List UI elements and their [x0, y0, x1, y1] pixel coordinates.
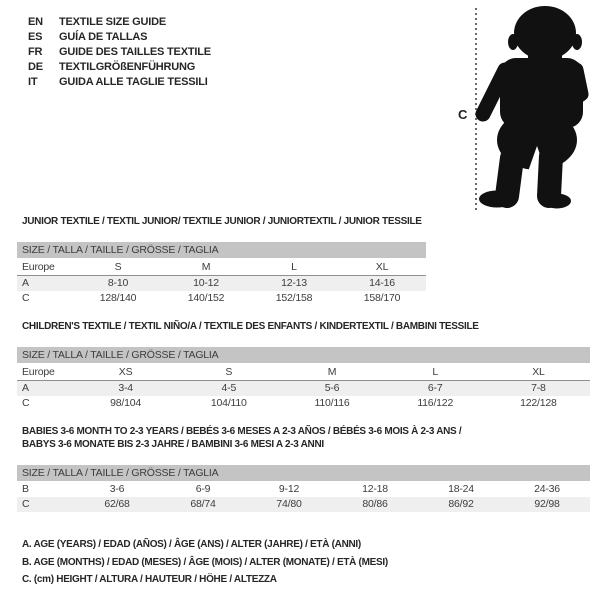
table-cell: 62/68 — [104, 498, 130, 510]
table-title-line: JUNIOR TEXTILE / TEXTIL JUNIOR/ TEXTILE JUNIOR / JUNIORTEXTIL / JUNIOR TESSILE — [22, 216, 422, 227]
table-row — [17, 259, 426, 276]
language-title: GUIDA ALLE TAGLIE TESSILI — [59, 76, 208, 88]
size-header-bar: SIZE / TALLA / TAILLE / GRÖSSE / TAGLIA — [17, 347, 590, 363]
height-measure-label: C — [458, 107, 468, 122]
table-row — [17, 291, 426, 306]
row-label: C — [22, 292, 30, 304]
size-header-bar: SIZE / TALLA / TAILLE / GRÖSSE / TAGLIA — [17, 242, 426, 258]
language-code: FR — [28, 46, 43, 58]
table-cell: 116/122 — [417, 397, 454, 409]
baby-silhouette-icon — [450, 0, 600, 215]
table-cell: 12-18 — [362, 483, 388, 495]
section-babies — [17, 425, 590, 512]
table-cell: 158/170 — [363, 292, 401, 304]
table-cell: XS — [118, 366, 133, 378]
language-row — [28, 30, 211, 45]
table-cell: 110/116 — [314, 397, 350, 409]
table-cell: 152/158 — [275, 292, 313, 304]
table-row — [17, 396, 590, 411]
language-list — [28, 15, 211, 90]
language-row — [28, 45, 211, 60]
row-label: Europe — [22, 366, 55, 378]
babies-table-title — [17, 425, 590, 451]
junior-table-title — [17, 215, 426, 228]
language-title: TEXTILGRÖßENFÜHRUNG — [59, 61, 196, 73]
table-cell: L — [432, 366, 439, 378]
table-cell: 4-5 — [221, 382, 237, 394]
row-label: C — [22, 498, 30, 510]
table-row — [17, 497, 590, 512]
language-code: EN — [28, 16, 43, 28]
language-row — [28, 15, 211, 30]
babies-table — [17, 465, 590, 512]
table-cell: 140/152 — [187, 292, 225, 304]
table-title-line: BABYS 3-6 MONATE BIS 2-3 JAHRE / BAMBINI 3-6 MESI A 2-3 ANNI — [22, 439, 324, 450]
legend — [22, 536, 388, 589]
row-label: A — [22, 277, 29, 289]
table-row — [17, 381, 590, 396]
language-title: TEXTILE SIZE GUIDE — [59, 16, 167, 28]
table-cell: 98/104 — [110, 397, 142, 409]
size-header-bar: SIZE / TALLA / TAILLE / GRÖSSE / TAGLIA — [17, 465, 590, 481]
table-cell: 14-16 — [369, 277, 395, 289]
table-cell: 24-36 — [534, 483, 560, 495]
table-cell: S — [225, 366, 233, 378]
row-label: B — [22, 483, 29, 495]
language-title: GUIDE DES TAILLES TEXTILE — [59, 46, 211, 58]
figure-area — [450, 0, 600, 215]
language-row — [28, 60, 211, 75]
table-cell: 122/128 — [520, 397, 557, 409]
table-cell: 9-12 — [278, 483, 300, 495]
row-label: A — [22, 382, 29, 394]
table-cell: 74/80 — [276, 498, 302, 510]
language-row — [28, 75, 211, 90]
table-cell: 3-6 — [109, 483, 125, 495]
table-cell: 128/140 — [99, 292, 137, 304]
language-code: ES — [28, 31, 43, 43]
section-junior — [17, 215, 426, 306]
table-cell: 104/110 — [210, 397, 247, 409]
table-title-line: CHILDREN'S TEXTILE / TEXTIL NIÑO/A / TEXTILE DES ENFANTS / KINDERTEXTIL / BAMBINI TESSILE — [22, 321, 479, 332]
language-title: GUÍA DE TALLAS — [59, 31, 148, 43]
row-label: Europe — [22, 261, 55, 273]
legend-line: A. AGE (YEARS) / EDAD (AÑOS) / ÂGE (ANS) / ALTER (JAHRE) / ETÀ (ANNI) — [22, 539, 361, 550]
table-cell: XL — [375, 261, 389, 273]
table-cell: 12-13 — [281, 277, 307, 289]
table-cell: 3-4 — [118, 382, 133, 394]
table-row — [17, 482, 590, 497]
table-cell: 92/98 — [534, 498, 560, 510]
table-cell: 7-8 — [531, 382, 546, 394]
legend-line: C. (cm) HEIGHT / ALTURA / HAUTEUR / HÖHE / ALTEZZA — [22, 574, 277, 585]
table-cell: 6-7 — [427, 382, 443, 394]
table-cell: L — [291, 261, 297, 273]
table-cell: S — [114, 261, 122, 273]
language-code: IT — [28, 76, 38, 88]
baby-silhouette-shape — [479, 6, 583, 209]
table-row — [17, 276, 426, 291]
section-children — [17, 320, 590, 411]
table-cell: 8-10 — [107, 277, 129, 289]
table-cell: 6-9 — [195, 483, 211, 495]
row-label: C — [22, 397, 30, 409]
junior-table — [17, 242, 426, 306]
table-cell: 68/74 — [190, 498, 216, 510]
legend-line: B. AGE (MONTHS) / EDAD (MESES) / ÂGE (MOIS) / ALTER (MONATE) / ETÀ (MESI) — [22, 556, 388, 568]
language-code: DE — [28, 61, 43, 73]
table-row — [17, 364, 590, 381]
children-table — [17, 347, 590, 411]
table-cell: 10-12 — [193, 277, 219, 289]
table-cell: 18-24 — [448, 483, 474, 495]
table-cell: 5-6 — [324, 382, 340, 394]
table-cell: M — [327, 366, 337, 378]
children-table-title — [17, 320, 590, 333]
table-cell: 86/92 — [448, 498, 474, 510]
table-cell: M — [201, 261, 211, 273]
table-cell: 80/86 — [362, 498, 388, 510]
table-cell: XL — [532, 366, 545, 378]
table-title-line: BABIES 3-6 MONTH TO 2-3 YEARS / BEBÉS 3-6 MESES A 2-3 AÑOS / BÉBÉS 3-6 MOIS À 2-3 ANS / — [22, 426, 462, 437]
